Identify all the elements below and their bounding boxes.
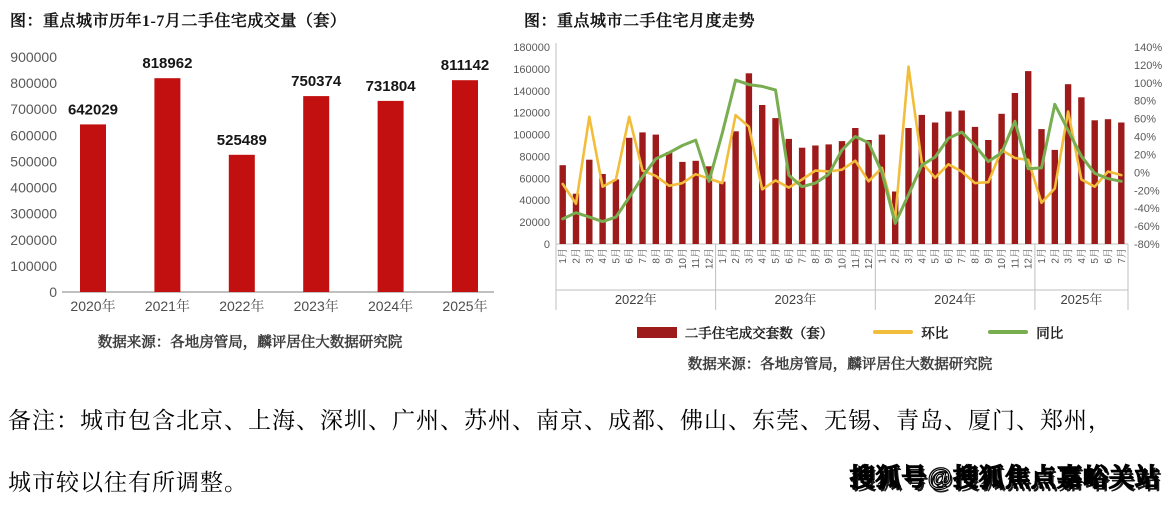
annual-bar-value-label: 818962 <box>142 55 193 73</box>
left-x-tick-label: 2023年 <box>293 298 339 314</box>
monthly-volume-bar <box>1105 119 1111 244</box>
year-group-label: 2024年 <box>934 292 977 307</box>
right-chart-left-tick-label: 20000 <box>519 217 550 230</box>
month-tick-label: 6月 <box>624 248 636 264</box>
monthly-volume-bar <box>945 112 951 244</box>
annual-volume-bar <box>80 124 106 292</box>
right-chart-left-tick-label: 0 <box>543 239 550 251</box>
left-chart-title: 图：重点城市历年1-7月二手住宅成交量（套） <box>10 13 347 30</box>
monthly-volume-bar <box>812 146 818 245</box>
left-x-tick-label: 2021年 <box>144 298 190 314</box>
monthly-volume-bar <box>639 132 645 244</box>
left-x-tick-label: 2020年 <box>70 298 116 314</box>
left-y-tick-label: 800000 <box>10 75 57 92</box>
month-tick-label: 9月 <box>824 248 836 264</box>
year-group-label: 2025年 <box>1060 292 1103 307</box>
monthly-volume-bar <box>1065 84 1071 244</box>
annual-volume-bar <box>378 101 404 292</box>
note-line-2: 城市较以往有所调整。 <box>8 470 248 495</box>
monthly-volume-bar <box>719 182 725 244</box>
month-tick-label: 9月 <box>664 248 676 264</box>
yoy-line-swatch <box>988 330 1028 334</box>
note-line-1: 备注：城市包含北京、上海、深圳、广州、苏州、南京、成都、佛山、东莞、无锡、青岛、厦门、郑州， <box>8 408 1112 433</box>
left-y-tick-label: 200000 <box>10 231 57 248</box>
left-y-tick-label: 500000 <box>10 153 57 170</box>
month-tick-label: 10月 <box>837 248 849 270</box>
annual-bar-value-label: 525489 <box>216 131 267 149</box>
left-y-tick-label: 0 <box>49 284 57 300</box>
month-tick-label: 7月 <box>638 248 649 264</box>
left-x-tick-label: 2025年 <box>442 298 488 314</box>
month-tick-label: 10月 <box>997 248 1009 270</box>
monthly-volume-bar <box>852 128 858 244</box>
left-x-tick-label: 2024年 <box>368 298 414 314</box>
annual-volume-bar <box>303 96 329 292</box>
right-chart-left-tick-label: 160000 <box>513 63 550 76</box>
month-tick-label: 11月 <box>691 248 703 269</box>
annual-bar-value-label: 642029 <box>67 101 119 119</box>
month-tick-label: 6月 <box>943 248 955 264</box>
monthly-volume-bar <box>1012 93 1018 244</box>
right-chart-right-tick-label: -40% <box>1134 203 1160 216</box>
annual-volume-bar <box>452 80 478 292</box>
right-chart-right-tick-label: 60% <box>1134 113 1157 126</box>
right-chart-left-tick-label: 140000 <box>513 85 550 98</box>
monthly-volume-bar <box>1118 123 1124 245</box>
month-tick-label: 11月 <box>1010 248 1022 269</box>
month-tick-label: 7月 <box>957 248 969 264</box>
monthly-volume-bar <box>732 131 738 244</box>
month-tick-label: 2月 <box>890 248 902 264</box>
monthly-volume-bar <box>985 140 991 244</box>
annual-volume-bar <box>154 78 180 292</box>
month-tick-label: 8月 <box>970 248 982 264</box>
month-tick-label: 12月 <box>864 248 876 270</box>
month-tick-label: 3月 <box>1063 248 1075 264</box>
monthly-volume-bar <box>746 73 752 244</box>
monthly-volume-bar <box>679 162 685 244</box>
right-chart-right-tick-label: 100% <box>1134 77 1163 90</box>
right-chart-right-tick-label: -60% <box>1134 221 1160 234</box>
left-y-tick-label: 600000 <box>10 127 57 144</box>
month-tick-label: 6月 <box>1103 248 1115 264</box>
right-chart-right-tick-label: 20% <box>1134 149 1157 162</box>
month-tick-label: 1月 <box>558 248 570 264</box>
month-tick-label: 1月 <box>877 248 889 264</box>
annual-bar-value-label: 731804 <box>365 77 416 95</box>
left-y-tick-label: 300000 <box>10 205 57 222</box>
legend-item-mom <box>873 322 948 342</box>
month-tick-label: 4月 <box>757 248 769 264</box>
month-tick-label: 9月 <box>983 248 995 264</box>
right-chart-source: 数据来源：各地房管局，麟评居住大数据研究院 <box>687 357 993 373</box>
month-tick-label: 3月 <box>904 248 915 264</box>
right-chart-right-tick-label: 80% <box>1134 95 1157 108</box>
month-tick-label: 4月 <box>1076 248 1088 264</box>
volume-bar-swatch <box>637 327 677 338</box>
monthly-volume-bar <box>626 138 632 244</box>
annual-bar-value-label: 811142 <box>440 57 490 75</box>
month-tick-label: 2月 <box>571 248 583 264</box>
legend-item-volume <box>637 322 834 342</box>
month-tick-label: 4月 <box>917 248 929 264</box>
year-group-label: 2023年 <box>774 292 817 307</box>
month-tick-label: 2月 <box>731 248 743 264</box>
right-chart-right-tick-label: 120% <box>1134 59 1163 72</box>
left-y-tick-label: 900000 <box>10 49 57 65</box>
monthly-volume-bar <box>666 152 672 244</box>
chart-legend <box>560 322 1140 342</box>
month-tick-label: 12月 <box>1023 248 1035 270</box>
year-group-label: 2022年 <box>614 292 657 307</box>
annual-volume-bar <box>229 155 255 292</box>
month-tick-label: 3月 <box>744 248 756 264</box>
left-y-tick-label: 700000 <box>10 101 57 118</box>
right-chart-left-tick-label: 180000 <box>513 42 550 54</box>
monthly-volume-bar <box>799 148 805 244</box>
monthly-volume-bar <box>653 135 659 244</box>
left-y-tick-label: 100000 <box>10 257 57 274</box>
right-chart-title: 图：重点城市二手住宅月度走势 <box>524 13 756 30</box>
month-tick-label: 5月 <box>930 248 942 264</box>
month-tick-label: 5月 <box>611 248 623 264</box>
monthly-volume-bar <box>826 144 832 244</box>
right-chart-right-tick-label: -20% <box>1134 185 1160 198</box>
monthly-volume-bar <box>1052 150 1058 244</box>
monthly-combo-chart <box>500 0 1171 318</box>
monthly-volume-bar <box>959 111 965 245</box>
legend-yoy-label: 同比 <box>1036 326 1064 341</box>
month-tick-label: 5月 <box>1090 248 1102 264</box>
right-chart-right-tick-label: 140% <box>1134 42 1163 54</box>
month-tick-label: 7月 <box>1116 248 1128 264</box>
monthly-volume-bar <box>1038 129 1044 244</box>
left-y-tick-label: 400000 <box>10 179 57 196</box>
annual-bar-value-label: 750374 <box>291 73 342 91</box>
month-tick-label: 7月 <box>797 248 809 264</box>
watermark: 搜狐号@搜狐焦点嘉峪关站 <box>849 464 1161 492</box>
monthly-volume-bar <box>905 128 911 244</box>
right-chart-left-tick-label: 40000 <box>519 195 550 208</box>
monthly-volume-bar <box>560 165 566 244</box>
month-tick-label: 6月 <box>784 248 796 264</box>
month-tick-label: 8月 <box>651 248 663 264</box>
monthly-volume-bar <box>932 123 938 245</box>
monthly-volume-bar <box>586 160 592 244</box>
month-tick-label: 1月 <box>1037 248 1048 264</box>
month-tick-label: 8月 <box>810 248 822 264</box>
right-chart-right-tick-label: 0% <box>1134 167 1150 180</box>
right-chart-left-tick-label: 120000 <box>513 107 550 120</box>
right-chart-left-tick-label: 60000 <box>519 173 550 186</box>
legend-volume-label: 二手住宅成交套数（套） <box>684 326 834 341</box>
left-chart-source: 数据来源：各地房管局，麟评居住大数据研究院 <box>97 335 403 351</box>
month-tick-label: 1月 <box>717 248 729 264</box>
month-tick-label: 2月 <box>1050 248 1062 264</box>
month-tick-label: 5月 <box>771 248 782 264</box>
right-chart-right-tick-label: 40% <box>1134 131 1157 144</box>
monthly-volume-bar <box>879 135 885 244</box>
annual-bar-chart <box>0 0 500 320</box>
month-tick-label: 10月 <box>677 248 689 270</box>
month-tick-label: 4月 <box>598 248 610 264</box>
right-chart-left-tick-label: 100000 <box>513 129 550 142</box>
month-tick-label: 11月 <box>850 248 862 269</box>
legend-item-yoy <box>988 322 1063 342</box>
right-chart-right-tick-label: -80% <box>1134 239 1160 251</box>
monthly-volume-bar <box>865 140 871 244</box>
legend-mom-label: 环比 <box>921 326 949 341</box>
right-chart-left-tick-label: 80000 <box>519 151 550 164</box>
monthly-volume-bar <box>919 115 925 244</box>
month-tick-label: 3月 <box>584 248 596 264</box>
monthly-volume-bar <box>998 114 1004 244</box>
monthly-volume-bar <box>1092 120 1098 244</box>
mom-line-swatch <box>873 330 913 334</box>
left-x-tick-label: 2022年 <box>219 298 265 314</box>
month-tick-label: 12月 <box>704 248 716 270</box>
